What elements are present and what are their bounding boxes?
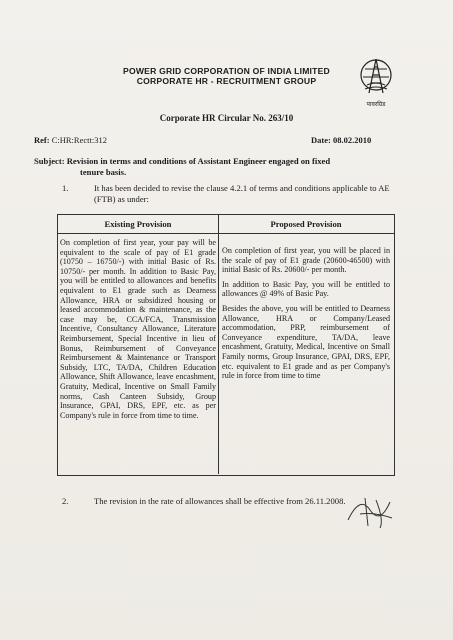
paragraph-1-number: 1. [62, 183, 69, 193]
proposed-provision-paragraph-1: On completion of first year, you will be placed in the scale of pay of E1 grade (20600-46500) with initial Basic of Rs. 20600/- per month. [222, 246, 390, 275]
reference-number [34, 135, 107, 145]
proposed-provision-cell [222, 246, 390, 386]
proposed-provision-paragraph-2: In addition to Basic Pay, you will be entitled to allowances @ 49% of Basic Pay. [222, 279, 390, 299]
department-name: CORPORATE HR - RECRUITMENT GROUP [136, 76, 317, 86]
logo-caption: पावरग्रिड [366, 101, 386, 108]
circular-title: Corporate HR Circular No. 263/10 [159, 113, 294, 123]
table-header-divider [57, 233, 395, 234]
paragraph-2-text: The revision in the rate of allowances shall be effective from 26.11.2008. [94, 496, 346, 506]
organization-name: POWER GRID CORPORATION OF INDIA LIMITED [123, 66, 330, 76]
powergrid-logo-icon [357, 55, 395, 103]
proposed-provision-paragraph-3: Besides the above, you will be entitled to Dearness Allowance, HRA or Company/Leased accommodation, PRP, reimbursement of Conveyance expenditure, TA/DA, leave encashment, Gratuity, Medical, Incentive on Small Family norms, Group Insurance, GPAI, DRS, EPF, etc. equivalent to E1 grade and as per Company's rule in force from time to time [222, 303, 390, 381]
ref-value: C:HR:Rectt:312 [51, 135, 107, 145]
existing-provision-cell [60, 238, 216, 425]
existing-provision-header: Existing Provision [104, 219, 172, 229]
signature-mark [340, 490, 400, 530]
paragraph-2-number: 2. [62, 496, 69, 506]
ref-label: Ref: [34, 135, 50, 145]
subject-line-1: Subject: Revision in terms and conditions of Assistant Engineer engaged on fixed [34, 156, 331, 166]
table-column-divider [218, 214, 219, 474]
circular-date: Date: 08.02.2010 [311, 135, 372, 145]
paragraph-1-text: It has been decided to revise the clause 4.2.1 of terms and conditions applicable to AE (FTB) as under: [94, 183, 390, 204]
proposed-provision-header: Proposed Provision [270, 219, 342, 229]
subject [34, 156, 414, 178]
subject-line-2: tenure basis. [80, 167, 127, 177]
existing-provision-text: On completion of first year, your pay will be equivalent to the scale of pay of E1 grade (10750 – 16750/-) with initial Basic of Rs. 10750/- per month. In addition to Basic Pay, you will be entitled to allowances and benefits equivalent to E1 grade such as Dearness Allowance, HRA or subsidized housing or leased accommodation & maintenance, as the case may be, CCA/FCA, Transmission Incentive, Consultancy Allowance, Literature Reimbursement, Special Incentive in lieu of Bonus, Reimbursement of Conveyance Reimbursement & Maintenance or Transport Subsidy, LTC, TA/DA, Children Education Allowance, Shift Allowance, leave encashment, Gratuity, Medical, Incentive on Small Family norms, Cash Canteen Subsidy, Group Insurance, GPAI, DRS, EPF, etc. as per Company's rule in force from time to time. [60, 238, 216, 420]
